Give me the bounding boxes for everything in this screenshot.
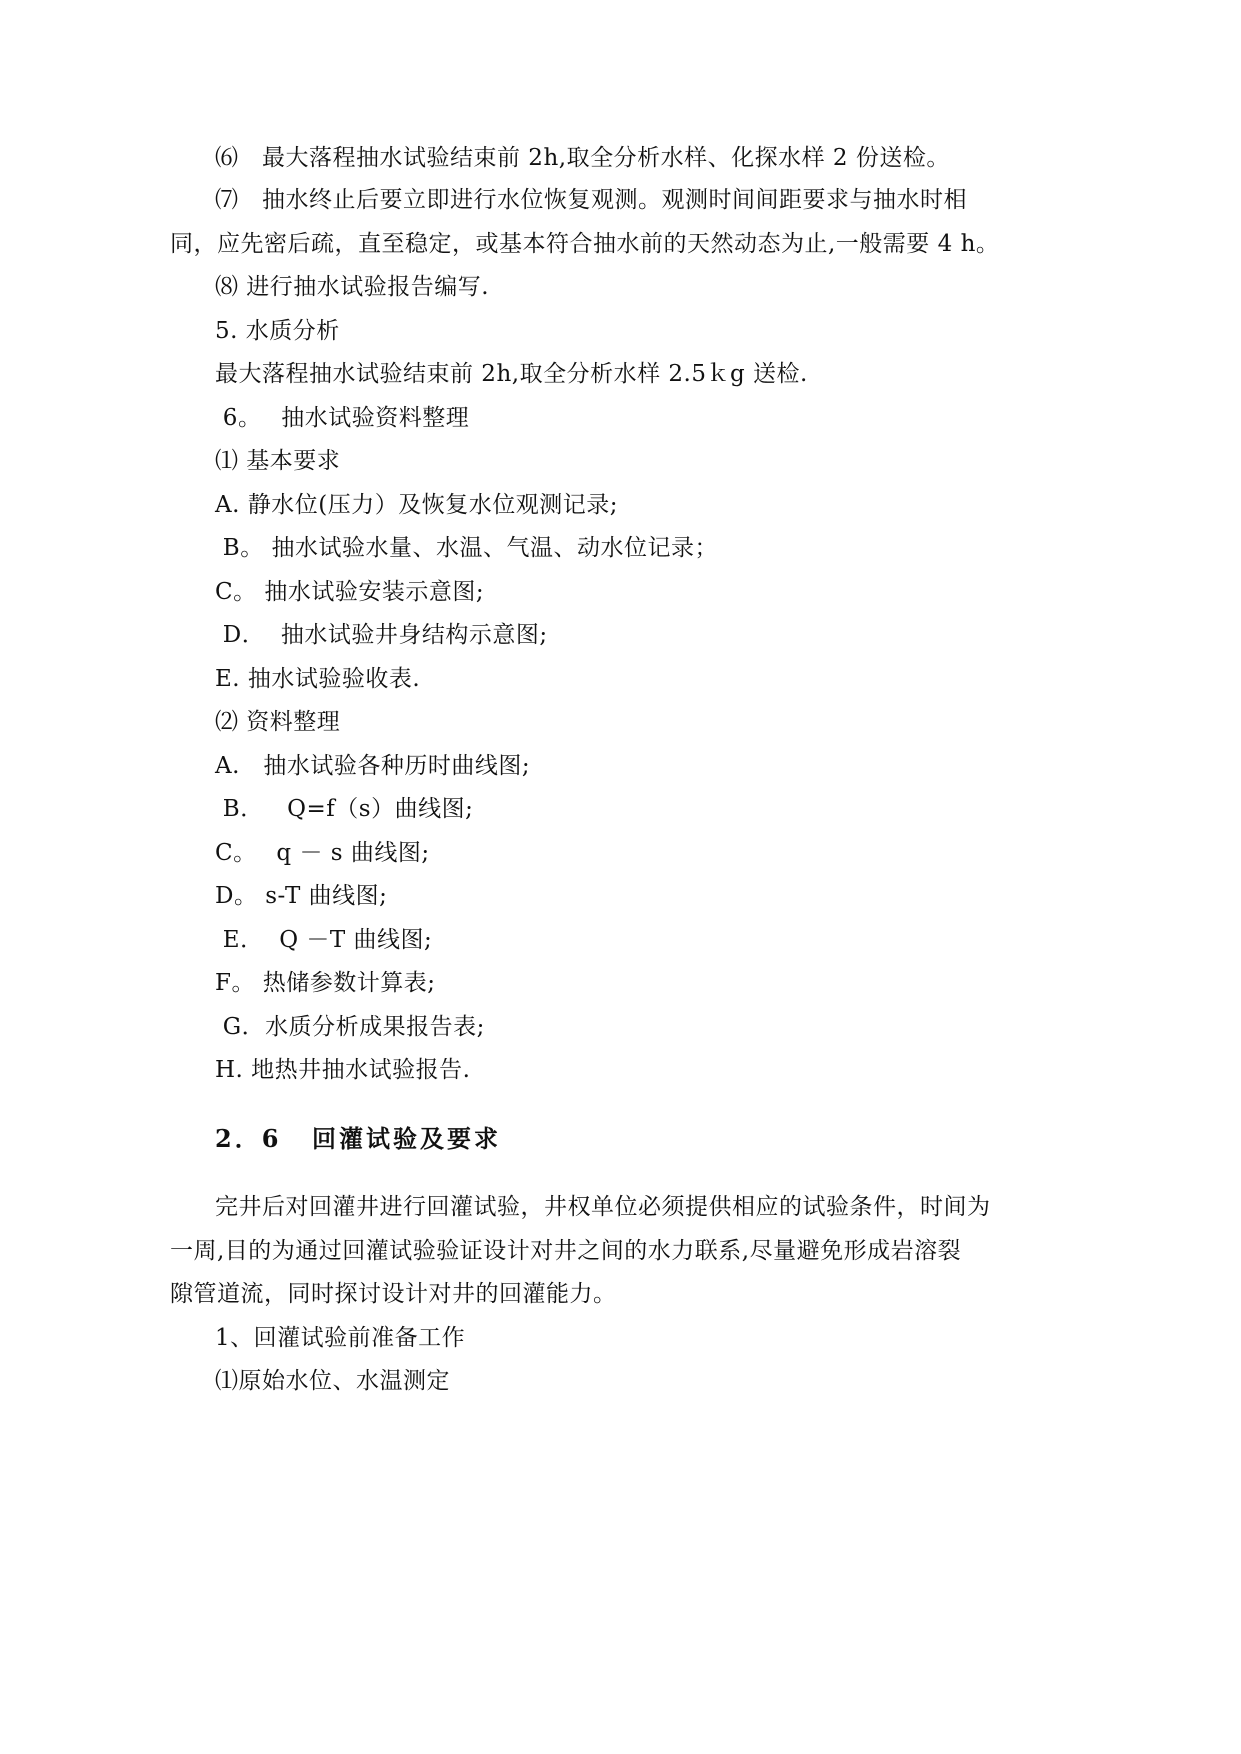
- list-item-d: D． 抽水试验井身结构示意图;: [215, 622, 548, 648]
- data-processing-heading: ⑵ 资料整理: [215, 709, 341, 735]
- basic-requirements-heading: ⑴ 基本要求: [215, 448, 341, 474]
- list-item-c: C。 抽水试验安装示意图;: [215, 579, 485, 605]
- list-item-a: A. 静水位(压力）及恢复水位观测记录;: [215, 492, 618, 518]
- list-item-c2: C。 q － s 曲线图;: [215, 840, 430, 866]
- list-item-b: B。 抽水试验水量、水温、气温、动水位记录；: [215, 535, 719, 561]
- recharge-prep-heading: 1、回灌试验前准备工作: [215, 1325, 466, 1351]
- paragraph-item-8: ⑻ 进行抽水试验报告编写.: [215, 274, 490, 300]
- water-quality-text: 最大落程抽水试验结束前 2h,取全分析水样 2.5ｋg 送检.: [215, 361, 808, 387]
- recharge-prep-item-1: ⑴原始水位、水温测定: [215, 1368, 450, 1394]
- list-item-g2: G．水质分析成果报告表;: [215, 1014, 485, 1040]
- list-item-a2: A. 抽水试验各种历时曲线图;: [215, 753, 531, 779]
- paragraph-item-6: ⑹ 最大落程抽水试验结束前 2h,取全分析水样、化探水样 2 份送检。: [215, 145, 950, 171]
- recharge-paragraph-line2: 一周,目的为通过回灌试验验证设计对井之间的水力联系,尽量避免形成岩溶裂: [170, 1238, 962, 1264]
- section-number: 2．6: [215, 1124, 282, 1153]
- paragraph-item-7-line2: 同，应先密后疏，直至稳定，或基本符合抽水前的天然动态为止,一般需要 4 h。: [170, 231, 1000, 257]
- list-item-f2: F。 热储参数计算表;: [215, 970, 436, 996]
- list-item-e: E. 抽水试验验收表.: [215, 666, 421, 692]
- subsection-data-processing: 6。 抽水试验资料整理: [215, 405, 470, 431]
- list-item-d2: D。 s-T 曲线图;: [215, 883, 388, 909]
- list-item-e2: E． Q －T 曲线图;: [215, 927, 433, 953]
- section-title: 回灌试验及要求: [312, 1124, 501, 1153]
- subsection-water-quality: 5. 水质分析: [215, 318, 340, 344]
- paragraph-item-7-line1: ⑺ 抽水终止后要立即进行水位恢复观测。观测时间间距要求与抽水时相: [215, 187, 967, 213]
- recharge-paragraph-line1: 完井后对回灌井进行回灌试验，井权单位必须提供相应的试验条件，时间为: [215, 1194, 991, 1220]
- recharge-paragraph-line3: 隙管道流，同时探讨设计对井的回灌能力。: [170, 1281, 617, 1307]
- list-item-h2: H. 地热井抽水试验报告.: [215, 1057, 471, 1083]
- list-item-b2: B． Q=f（s）曲线图;: [215, 796, 474, 822]
